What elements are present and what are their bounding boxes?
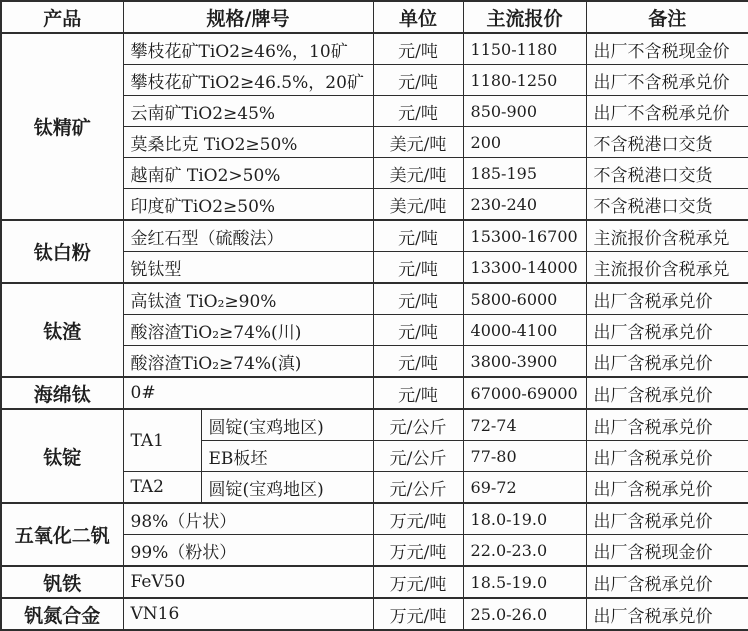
note-cell: 出厂含税承兑价 xyxy=(586,315,748,346)
price-cell: 200 xyxy=(463,127,586,158)
shape-cell: 圆锭(宝鸡地区) xyxy=(201,472,373,504)
spec-cell: 高钛渣 TiO₂≥90% xyxy=(123,283,373,315)
price-cell: 22.0-23.0 xyxy=(463,535,586,567)
price-cell: 15300-16700 xyxy=(463,220,586,252)
note-cell: 出厂含税承兑价 xyxy=(586,377,748,409)
spec-cell: 酸溶渣TiO₂≥74%(滇) xyxy=(123,346,373,378)
spec-cell: 越南矿 TiO2>50% xyxy=(123,158,373,189)
unit-cell: 元/公斤 xyxy=(373,409,463,441)
spec-column-header: 规格/牌号 xyxy=(123,1,373,33)
note-cell: 不含税港口交货 xyxy=(586,189,748,221)
product-group-cell: 海绵钛 xyxy=(1,377,123,409)
note-cell: 出厂含税承兑价 xyxy=(586,346,748,378)
unit-cell: 元/吨 xyxy=(373,33,463,65)
note-cell: 出厂含税承兑价 xyxy=(586,441,748,472)
price-cell: 185-195 xyxy=(463,158,586,189)
shape-cell: 圆锭(宝鸡地区) xyxy=(201,409,373,441)
spec-cell: 0# xyxy=(123,377,373,409)
shape-cell: EB板坯 xyxy=(201,441,373,472)
unit-cell: 元/公斤 xyxy=(373,441,463,472)
price-cell: 4000-4100 xyxy=(463,315,586,346)
note-cell: 出厂含税承兑价 xyxy=(586,566,748,598)
note-cell: 出厂含税承兑价 xyxy=(586,503,748,535)
spec-cell: VN16 xyxy=(123,598,373,630)
unit-cell: 万元/吨 xyxy=(373,535,463,567)
unit-cell: 元/吨 xyxy=(373,96,463,127)
price-cell: 3800-3900 xyxy=(463,346,586,378)
note-cell: 出厂含税现金价 xyxy=(586,535,748,567)
spec-cell: 攀枝花矿TiO2≥46.5%，20矿 xyxy=(123,65,373,96)
spec-cell: 98%（片状） xyxy=(123,503,373,535)
product-group-cell: 钛锭 xyxy=(1,409,123,503)
unit-cell: 万元/吨 xyxy=(373,566,463,598)
unit-cell: 元/吨 xyxy=(373,346,463,378)
note-cell: 出厂不含税承兑价 xyxy=(586,96,748,127)
price-cell: 25.0-26.0 xyxy=(463,598,586,630)
table-row xyxy=(1,598,748,630)
price-cell: 69-72 xyxy=(463,472,586,504)
spec-cell: 云南矿TiO2≥45% xyxy=(123,96,373,127)
note-cell: 出厂不含税承兑价 xyxy=(586,65,748,96)
price-cell: 230-240 xyxy=(463,189,586,221)
note-cell: 主流报价含税承兑 xyxy=(586,252,748,284)
spec-cell: 锐钛型 xyxy=(123,252,373,284)
spec-cell: 攀枝花矿TiO2≥46%，10矿 xyxy=(123,33,373,65)
grade-cell: TA2 xyxy=(123,472,201,504)
spec-cell: 99%（粉状） xyxy=(123,535,373,567)
note-column-header: 备注 xyxy=(586,1,748,33)
table-row xyxy=(1,220,748,252)
unit-cell: 元/吨 xyxy=(373,65,463,96)
unit-column-header: 单位 xyxy=(373,1,463,33)
price-cell: 1180-1250 xyxy=(463,65,586,96)
table-row xyxy=(1,409,748,441)
unit-cell: 元/吨 xyxy=(373,315,463,346)
grade-cell: TA1 xyxy=(123,409,201,472)
spec-cell: 酸溶渣TiO₂≥74%(川) xyxy=(123,315,373,346)
unit-cell: 元/吨 xyxy=(373,220,463,252)
unit-cell: 元/吨 xyxy=(373,252,463,284)
note-cell: 出厂含税承兑价 xyxy=(586,472,748,504)
price-cell: 850-900 xyxy=(463,96,586,127)
product-group-cell: 钛渣 xyxy=(1,283,123,377)
note-cell: 出厂含税承兑价 xyxy=(586,283,748,315)
note-cell: 出厂含税承兑价 xyxy=(586,598,748,630)
note-cell: 出厂不含税现金价 xyxy=(586,33,748,65)
note-cell: 不含税港口交货 xyxy=(586,158,748,189)
price-cell: 18.0-19.0 xyxy=(463,503,586,535)
product-group-cell: 五氧化二钒 xyxy=(1,503,123,566)
spec-cell: FeV50 xyxy=(123,566,373,598)
price-cell: 18.5-19.0 xyxy=(463,566,586,598)
unit-cell: 万元/吨 xyxy=(373,503,463,535)
product-group-cell: 钛白粉 xyxy=(1,220,123,283)
table-row xyxy=(1,503,748,535)
product-group-cell: 钛精矿 xyxy=(1,33,123,220)
unit-cell: 美元/吨 xyxy=(373,158,463,189)
unit-cell: 元/吨 xyxy=(373,283,463,315)
unit-cell: 美元/吨 xyxy=(373,127,463,158)
spec-cell: 金红石型（硫酸法） xyxy=(123,220,373,252)
price-column-header: 主流报价 xyxy=(463,1,586,33)
price-cell: 5800-6000 xyxy=(463,283,586,315)
product-column-header: 产品 xyxy=(1,1,123,33)
note-cell: 不含税港口交货 xyxy=(586,127,748,158)
spec-cell: 印度矿TiO2≥50% xyxy=(123,189,373,221)
product-group-cell: 钒氮合金 xyxy=(1,598,123,630)
table-row xyxy=(1,33,748,65)
price-cell: 1150-1180 xyxy=(463,33,586,65)
price-cell: 67000-69000 xyxy=(463,377,586,409)
table-row xyxy=(1,377,748,409)
note-cell: 主流报价含税承兑 xyxy=(586,220,748,252)
header-row xyxy=(1,1,748,33)
product-group-cell: 钒铁 xyxy=(1,566,123,598)
note-cell: 出厂含税承兑价 xyxy=(586,409,748,441)
unit-cell: 美元/吨 xyxy=(373,189,463,221)
price-cell: 77-80 xyxy=(463,441,586,472)
table-row xyxy=(1,566,748,598)
unit-cell: 万元/吨 xyxy=(373,598,463,630)
unit-cell: 元/吨 xyxy=(373,377,463,409)
spec-cell: 莫桑比克 TiO2≥50% xyxy=(123,127,373,158)
table-row xyxy=(1,283,748,315)
price-cell: 13300-14000 xyxy=(463,252,586,284)
price-cell: 72-74 xyxy=(463,409,586,441)
unit-cell: 元/公斤 xyxy=(373,472,463,504)
